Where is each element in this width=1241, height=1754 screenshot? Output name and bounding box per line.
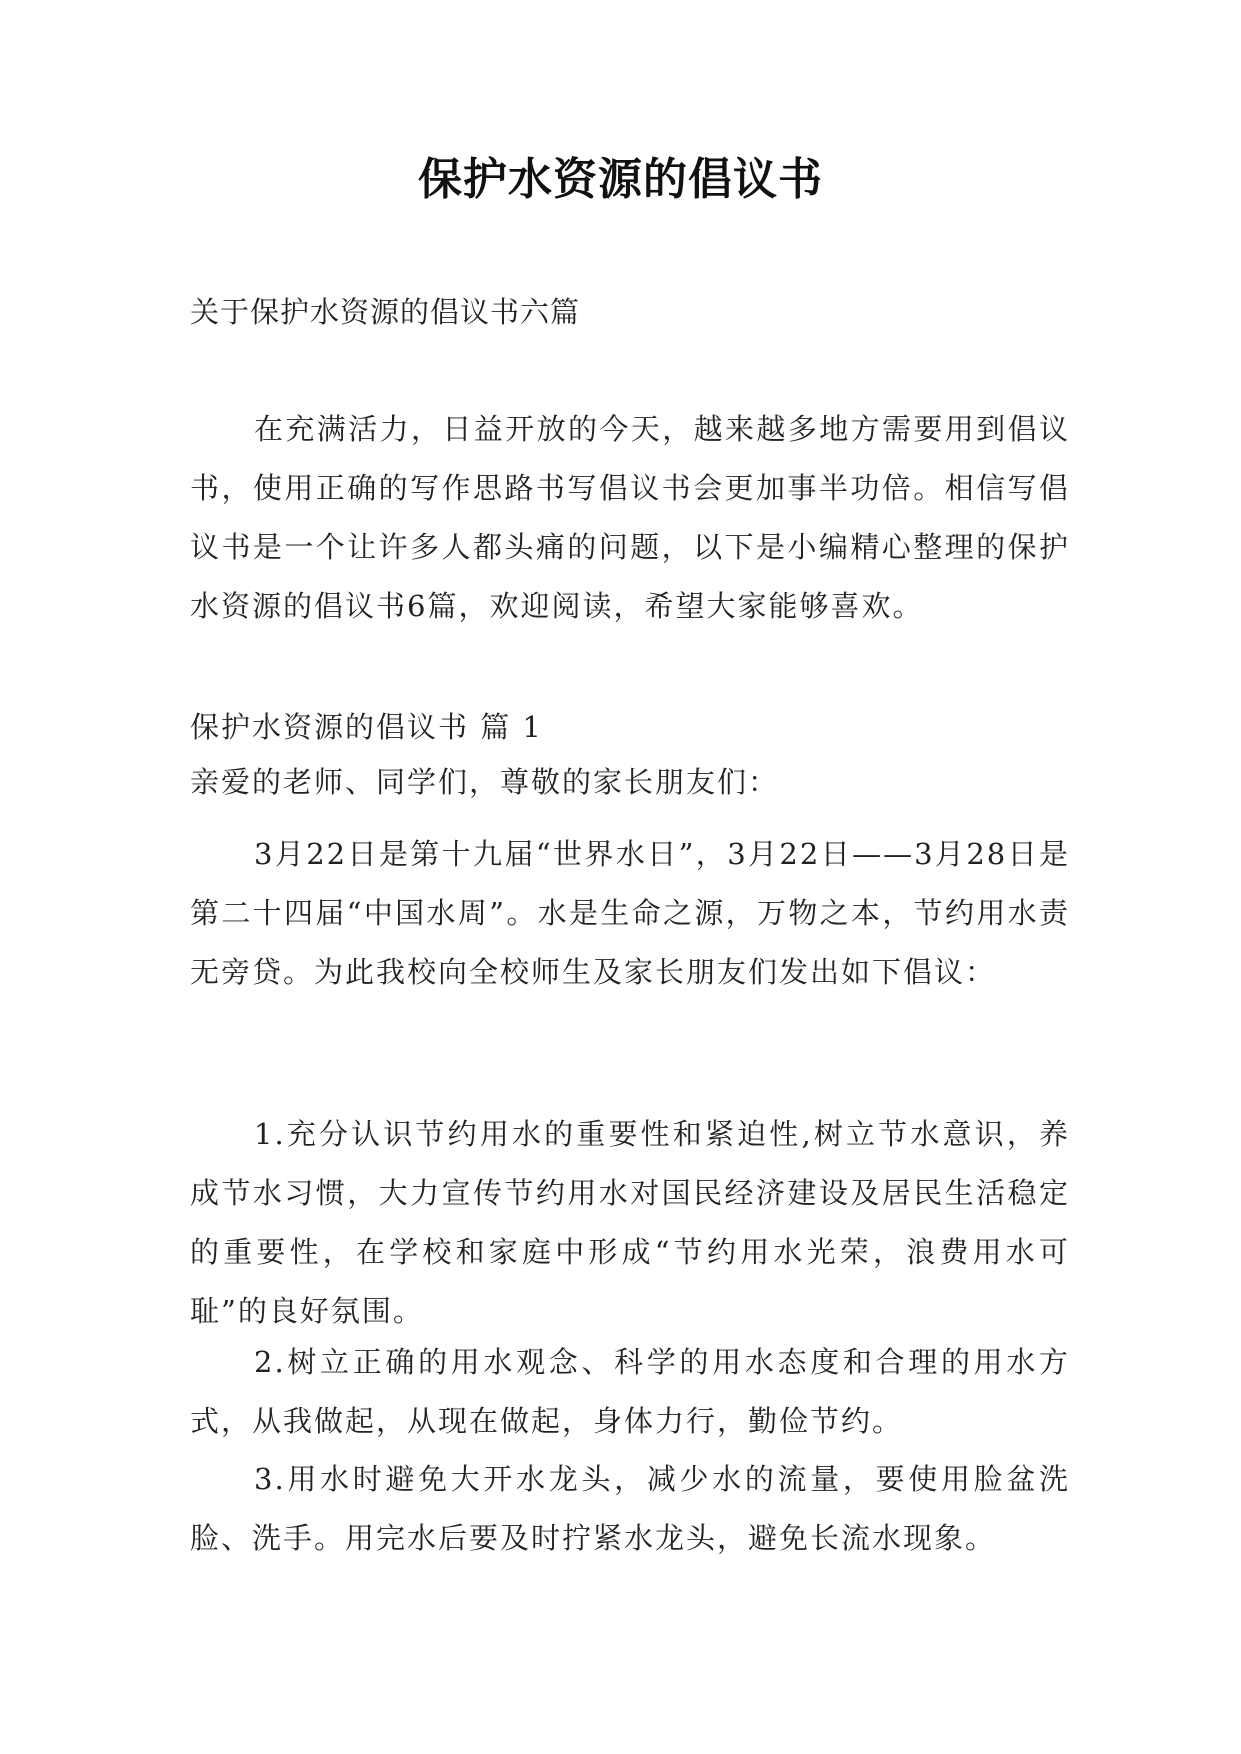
body-paragraph: 1.充分认识节约用水的重要性和紧迫性,树立节水意识，养成节水习惯，大力宣传节约用水对国民经济建设及居民生活稳定的重要性，在学校和家庭中形成“节约用水光荣，浪费用水可耻”的良好氛围。	[190, 1117, 1070, 1328]
body-paragraph: 3月22日是第十九届“世界水日”，3月22日——3月28日是第二十四届“中国水周”。水是生命之源，万物之本，节约用水责无旁贷。为此我校向全校师生及家长朋友们发出如下倡议：	[190, 837, 1070, 989]
salutation: 亲爱的老师、同学们，尊敬的家长朋友们：	[190, 765, 780, 799]
intro-paragraph: 在充满活力，日益开放的今天，越来越多地方需要用到倡议书，使用正确的写作思路书写倡议书会更加事半功倍。相信写倡议书是一个让许多人都头痛的问题，以下是小编精心整理的保护水资源的倡议书6篇，欢迎阅读，希望大家能够喜欢。	[190, 412, 1070, 623]
body-paragraph: 3.用水时避免大开水龙头，减少水的流量，要使用脸盆洗脸、洗手。用完水后要及时拧紧水龙头，避免长流水现象。	[190, 1462, 1070, 1555]
section-title: 保护水资源的倡议书 篇 1	[190, 710, 543, 744]
body-paragraph: 2.树立正确的用水观念、科学的用水态度和合理的用水方式，从我做起，从现在做起，身体力行，勤俭节约。	[190, 1345, 1070, 1438]
document-subtitle: 关于保护水资源的倡议书六篇	[190, 295, 581, 329]
document-title: 保护水资源的倡议书	[418, 154, 823, 205]
